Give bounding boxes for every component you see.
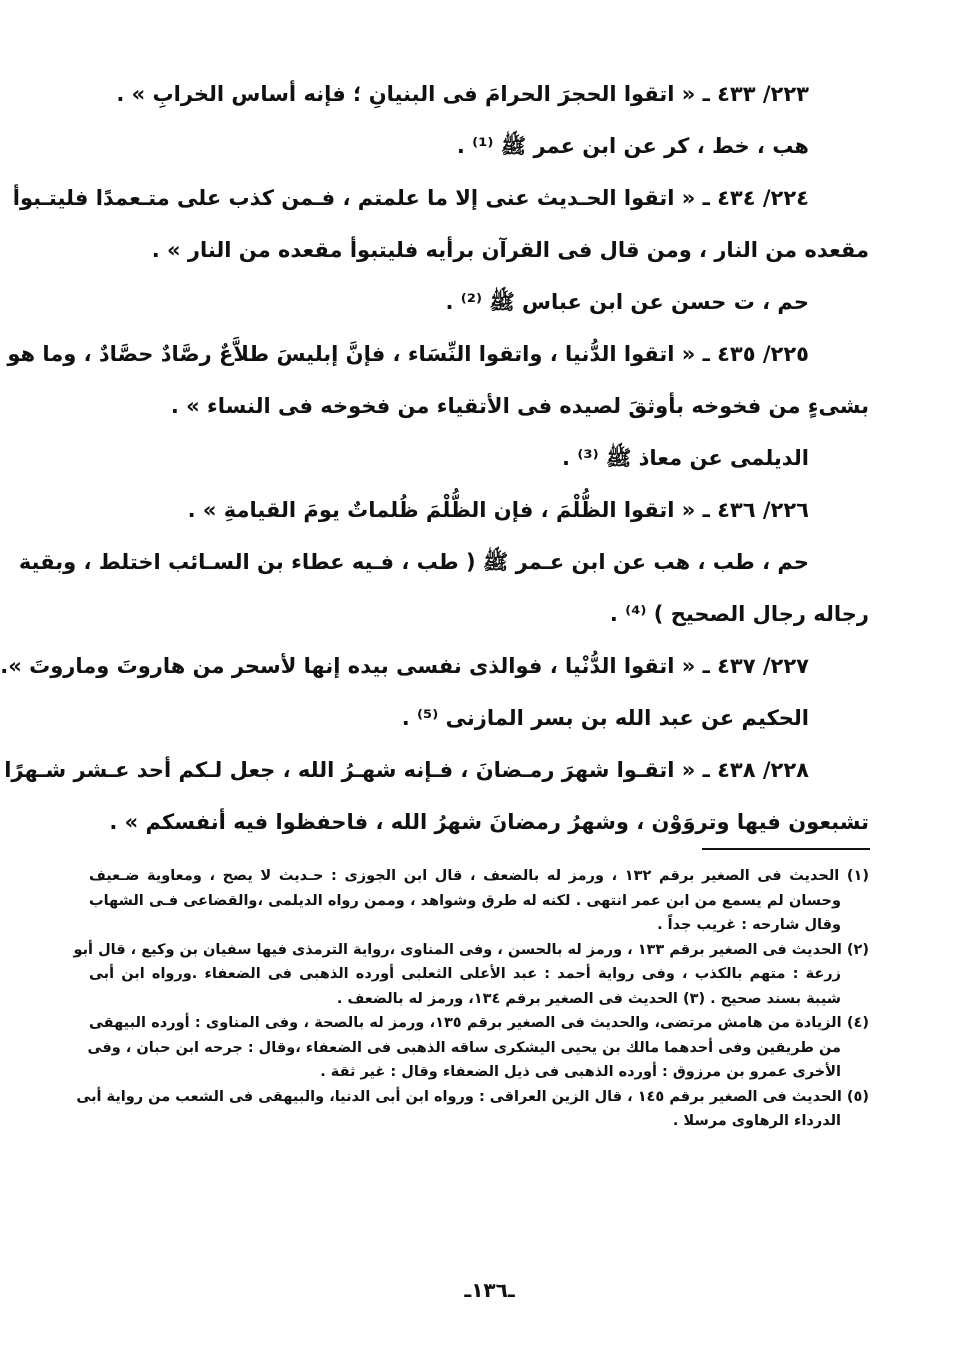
hadith-224-line-1: ٢٢٤/ ٤٣٤ ـ « اتقوا الحـديث عنى إلا ما علمتم ، فـمن كذب على متـعمدًا فليتـبوأ: [12, 186, 809, 210]
hadith-228-line-2: تشبعون فيها وتروَوْن ، وشهرُ رمضانَ شهرُ الله ، فاحفظوا فيه أنفسكم » .: [109, 810, 869, 834]
hadith-226-line-1: ٢٢٦/ ٤٣٦ ـ « اتقوا الظُّلْمَ ، فإن الظُّلْمَ ظُلماتٌ يومَ القيامةِ » .: [187, 498, 809, 522]
hadith-226-source-line-2: رجاله رجال الصحيح ) ⁽⁴⁾ .: [609, 602, 869, 626]
hadith-224-line-2: مقعده من النار ، ومن قال فى القرآن برأيه فليتبوأ مقعده من النار » .: [151, 238, 869, 262]
hadith-225-line-2: بشىءٍ من فخوخه بأوثقَ لصيده فى الأتقياء من فخوخه فى النساء » .: [170, 394, 869, 418]
footnote-1-line-1: (١) الحديث فى الصغير برقم ١٣٢ ، ورمز له بالضعف ، قال ابن الجوزى : حـديث لا يصح ، ومعاوية ضـعيف: [89, 868, 869, 884]
footnote-4-line-2: من طريقين وفى أحدهما مالك بن يحيى اليشكرى ساقه الذهبى فى الضعفاء ،وقال : جرحه ابن حبان ، وفى: [87, 1039, 841, 1056]
footnote-1-line-3: وقال شارحه : غريب جداً .: [657, 917, 841, 933]
main-text: [0, 68, 869, 848]
hadith-226-source-line-1: حم ، طب ، هب عن ابن عـمر ﷺ ( طب ، فـيه عطاء بن السـائب اختلط ، وبقية: [18, 550, 809, 574]
footnote-5-line-1: (٥) الحديث فى الصغير برقم ١٤٥ ، قال الزين العراقى : ورواه ابن أبى الدنيا، والبيهقى فى الشعب من رواية أبى: [76, 1088, 869, 1105]
footnotes: [73, 864, 869, 1134]
footnote-4-line-3: الأخرى عمرو بن مرزوق : أورده الذهبى فى ذيل الضعفاء وقال : غير ثقة .: [320, 1064, 841, 1080]
hadith-228-line-1: ٢٢٨/ ٤٣٨ ـ « اتقـوا شهرَ رمـضانَ ، فـإنه شهـرُ الله ، جعل لـكم أحد عـشر شـهرًا: [4, 758, 809, 782]
hadith-225-line-1: ٢٢٥/ ٤٣٥ ـ « اتقوا الدُّنيا ، واتقوا النِّسَاء ، فإنَّ إبليسَ طلاَّعٌ رصَّادٌ حصَّادٌ ، وما هو: [7, 342, 809, 366]
footnote-2-3-line: شيبة بسند صحيح . (٣) الحديث فى الصغير برقم ١٣٤، ورمز له بالضعف .: [336, 990, 841, 1007]
page-number: ـ١٣٦ـ: [464, 1278, 515, 1302]
footnote-2-line-2: زرعة : متهم بالكذب ، وفى رواية أحمد : عبد الأعلى الثعلبى أورده الذهبى فى الضعفاء .ورواه ابن أبى: [89, 966, 841, 982]
footnote-4-line-1: (٤) الزيادة من هامش مرتضى، والحديث فى الصغير برقم ١٣٥، ورمز له بالصحة ، وفى المناوى : أورده البيهقى: [89, 1015, 869, 1031]
hadith-227-line-1: ٢٢٧/ ٤٣٧ ـ « اتقوا الدُّنْيا ، فوالذى نفسى بيده إنها لأسحر من هاروتَ وماروتَ ».: [0, 654, 809, 678]
footnote-1-line-2: وحسان لم يسمع من ابن عمر انتهى . لكنه له طرق وشواهد ، وممن رواه الديلمى ،والقضاعى فـى الشهاب: [89, 892, 841, 909]
footnote-divider: [702, 848, 870, 850]
footnote-2-line-1: (٢) الحديث فى الصغير برقم ١٣٣ ، ورمز له بالحسن ، وفى المناوى ،رواية الترمذى فيها سفيان بن وكيع ، قال أبو: [73, 941, 869, 958]
hadith-227-source: الحكيم عن عبد الله بن بسر المازنى ⁽⁵⁾ .: [401, 706, 809, 730]
footnote-5-line-2: الدرداء الرهاوى مرسلا .: [672, 1113, 841, 1129]
hadith-225-source: الديلمى عن معاذ ﷺ ⁽³⁾ .: [562, 446, 809, 470]
hadith-224-source: حم ، ت حسن عن ابن عباس ﷺ ⁽²⁾ .: [445, 290, 809, 314]
hadith-223-line-1: ٢٢٣/ ٤٣٣ ـ « اتقوا الحجرَ الحرامَ فى البنيانِ ؛ فإنه أساس الخرابِ » .: [116, 82, 809, 106]
hadith-223-source: هب ، خط ، كر عن ابن عمر ﷺ ⁽¹⁾ .: [456, 134, 809, 158]
